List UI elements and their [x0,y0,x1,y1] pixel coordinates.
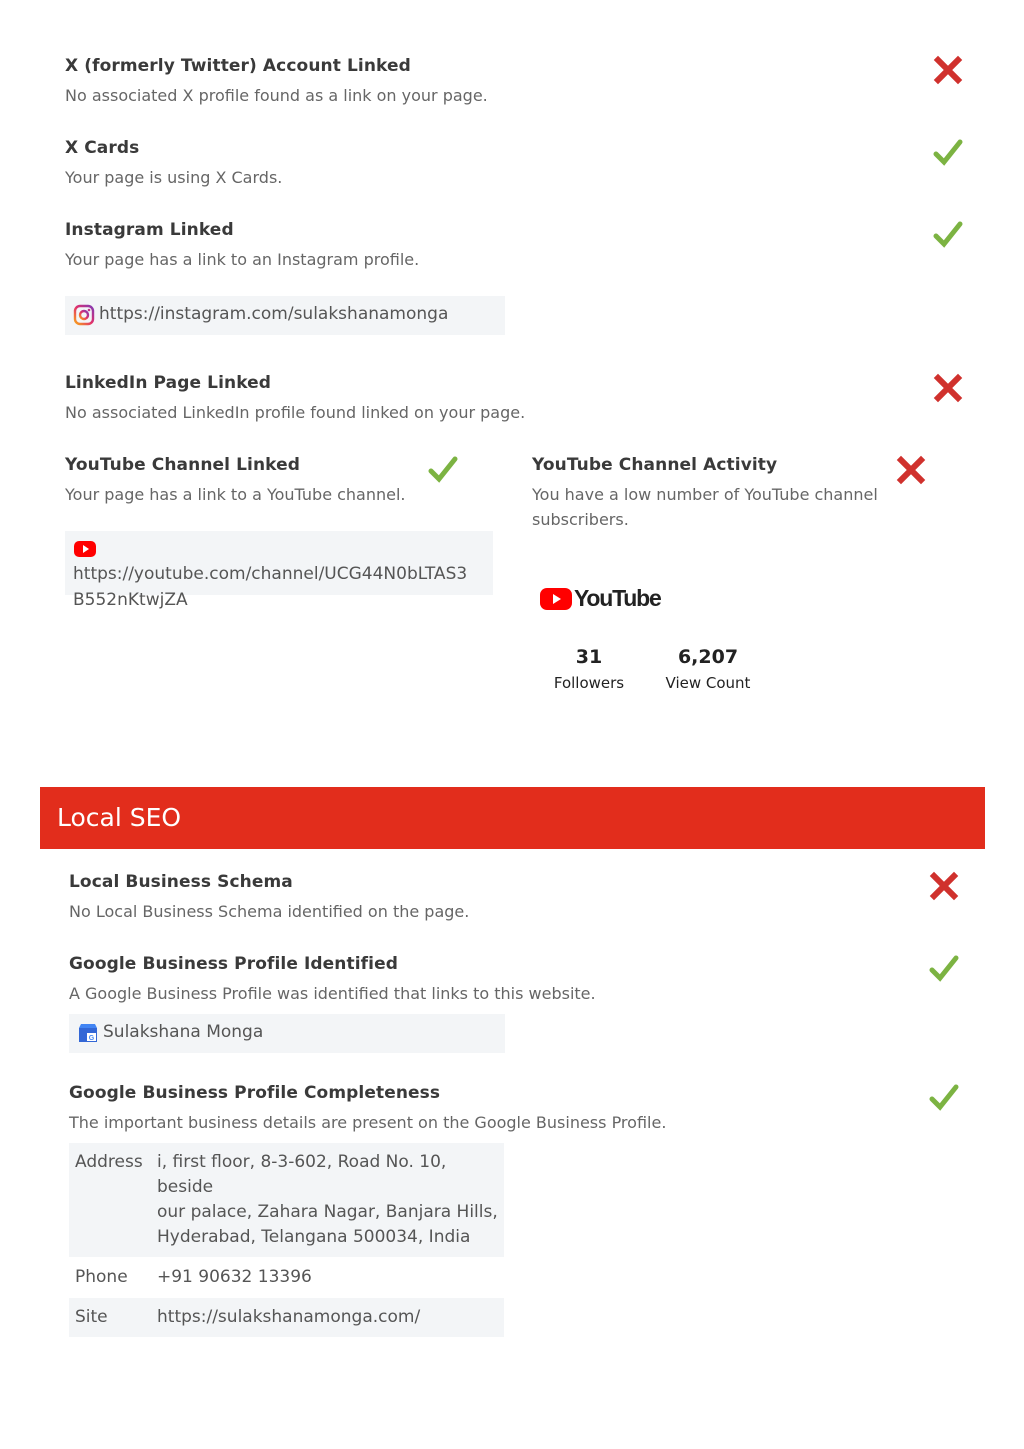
youtube-activity-title: YouTube Channel Activity [532,455,778,475]
pass-check-icon [428,455,458,485]
instagram-title: Instagram Linked [65,220,234,240]
views-count: 6,207 [677,646,739,668]
address-line1: i, first floor, 8-3-602, Road No. 10, beside [157,1152,447,1197]
address-line2: our palace, Zahara Nagar, Banjara Hills, [157,1202,498,1222]
fail-cross-icon [933,373,963,403]
fail-cross-icon [896,455,926,485]
x-cards-title: X Cards [65,138,140,158]
youtube-link-line1[interactable]: https://youtube.com/channel/UCG44N0bLTAS3 [73,564,468,584]
youtube-logo-text: YouTube [574,585,661,611]
address-line3: Hyderabad, Telangana 500034, India [157,1227,471,1247]
x-linked-title: X (formerly Twitter) Account Linked [65,56,411,76]
svg-text:G: G [88,1034,95,1042]
table-row [69,1298,504,1338]
followers-label: Followers [553,674,625,692]
gbp-completeness-title: Google Business Profile Completeness [69,1083,441,1103]
local-seo-header: Local SEO [40,787,985,849]
linkedin-title: LinkedIn Page Linked [65,373,272,393]
fail-cross-icon [929,871,959,901]
youtube-link-line2[interactable]: B552nKtwjZA [73,589,188,610]
phone-value: +91 90632 13396 [157,1267,312,1287]
instagram-desc: Your page has a link to an Instagram profile. [65,250,420,269]
pass-check-icon [929,954,959,984]
address-value [151,1143,504,1258]
youtube-icon [73,540,97,558]
youtube-link-box[interactable] [65,531,493,610]
youtube-activity-desc-line1: You have a low number of YouTube channel [532,485,878,504]
gbp-name-box[interactable] [69,1014,505,1053]
gbp-name[interactable]: Sulakshana Monga [103,1022,264,1042]
gbp-details-table [69,1143,504,1338]
phone-key: Phone [75,1267,128,1287]
instagram-link[interactable]: https://instagram.com/sulakshanamonga [99,304,449,324]
gbp-desc: A Google Business Profile was identified that links to this website. [69,984,596,1003]
pass-check-icon [933,138,963,168]
youtube-linked-desc: Your page has a link to a YouTube channel. [65,485,406,504]
x-linked-desc: No associated X profile found as a link on your page. [65,86,488,105]
local-schema-title: Local Business Schema [69,872,293,892]
gbp-title: Google Business Profile Identified [69,954,398,974]
pass-check-icon [929,1083,959,1113]
x-cards-desc: Your page is using X Cards. [65,168,283,187]
instagram-icon [73,304,95,326]
site-key: Site [69,1298,151,1338]
instagram-link-box[interactable] [65,296,505,335]
linkedin-desc: No associated LinkedIn profile found linked on your page. [65,403,526,422]
gbp-completeness-desc: The important business details are present on the Google Business Profile. [69,1113,667,1132]
table-row [69,1143,504,1258]
google-business-icon [77,1022,99,1044]
local-schema-desc: No Local Business Schema identified on the page. [69,902,470,921]
site-value[interactable]: https://sulakshanamonga.com/ [151,1298,504,1338]
address-key: Address [69,1143,151,1258]
followers-count: 31 [575,646,603,668]
youtube-logo [540,585,661,613]
fail-cross-icon [933,55,963,85]
pass-check-icon [933,220,963,250]
youtube-linked-title: YouTube Channel Linked [65,455,301,475]
views-label: View Count [665,674,751,692]
youtube-activity-desc-line2: subscribers. [532,510,629,529]
table-row [69,1258,504,1298]
youtube-play-icon [540,587,572,611]
